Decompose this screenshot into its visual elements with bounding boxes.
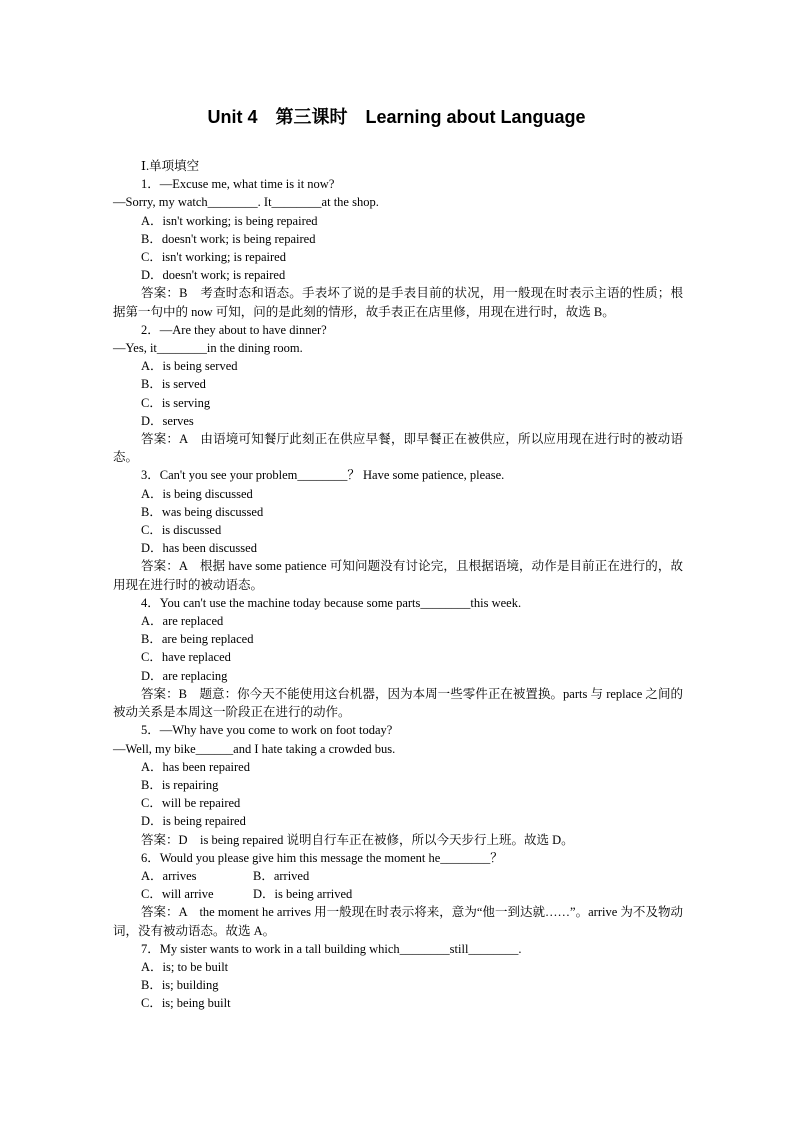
option-c: C．have replaced <box>141 650 231 665</box>
answer-explanation: 答案：B 题意：你今天不能使用这台机器，因为本周一些零件正在被置换。parts 与 replace 之间的被动关系是本周这一阶段正在进行的动作。 <box>113 686 683 720</box>
answer-explanation: 答案：A the moment he arrives 用一般现在时表示将来，意为“他一到达就……”。arrive 为不及物动词，没有被动语态。故选 A。 <box>113 905 683 938</box>
option-c: C．is serving <box>141 395 211 410</box>
option-b: B．was being discussed <box>141 504 264 519</box>
question-stem: 3．Can't you see your problem________？ Have some patience, please. <box>141 468 505 483</box>
question-1 <box>113 175 683 321</box>
option-d: D．has been discussed <box>141 541 257 556</box>
option-c: C．will be repaired <box>141 796 241 811</box>
question-stem: —Yes, it________in the dining room. <box>113 341 303 356</box>
question-3 <box>113 466 683 593</box>
option-d: D．doesn't work; is repaired <box>141 268 286 283</box>
option-row <box>113 885 683 903</box>
answer-explanation: 答案：A 根据 have some patience 可知问题没有讨论完，且根据语境，动作是目前正在进行的，故用现在进行时的被动语态。 <box>113 559 683 592</box>
option-a: A．are replaced <box>141 614 224 629</box>
question-7 <box>113 940 683 1013</box>
option-c: C．will arrive <box>141 887 214 902</box>
question-2 <box>113 321 683 467</box>
exercise-content <box>113 157 683 1013</box>
option-b: B．is served <box>141 377 206 392</box>
question-6 <box>113 849 683 940</box>
option-a: A．has been repaired <box>141 759 250 774</box>
option-c: C．is discussed <box>141 523 222 538</box>
option-a: A．is; to be built <box>141 959 229 974</box>
section-heading: Ⅰ.单项填空 <box>141 159 200 173</box>
page-title: Unit 4 第三课时 Learning about Language <box>207 107 586 127</box>
answer-explanation: 答案：A 由语境可知餐厅此刻正在供应早餐，即早餐正在被供应，所以应用现在进行时的被动语态。 <box>113 432 683 465</box>
option-c: C．is; being built <box>141 996 231 1011</box>
option-c: C．isn't working; is repaired <box>141 250 286 265</box>
question-stem: 6．Would you please give him this message the moment he________？ <box>141 850 503 865</box>
question-stem: 7．My sister wants to work in a tall building which________still________. <box>141 941 522 956</box>
option-a: A．is being served <box>141 359 238 374</box>
option-d: D．is being arrived <box>253 887 353 902</box>
option-row <box>113 867 683 885</box>
option-a: A．isn't working; is being repaired <box>141 213 318 228</box>
option-b: B．is; building <box>141 978 219 993</box>
option-b: B．are being replaced <box>141 632 254 647</box>
question-stem: 1．—Excuse me, what time is it now? <box>141 177 335 192</box>
question-4 <box>113 594 683 721</box>
option-b: B．arrived <box>253 868 310 883</box>
question-stem: 5．—Why have you come to work on foot today? <box>141 723 393 738</box>
option-b: B．is repairing <box>141 777 219 792</box>
option-d: D．is being repaired <box>141 814 246 829</box>
option-d: D．serves <box>141 413 194 428</box>
option-a: A．is being discussed <box>141 486 253 501</box>
question-stem: —Sorry, my watch________. It________at the shop. <box>113 195 379 210</box>
question-5 <box>113 721 683 848</box>
option-d: D．are replacing <box>141 668 228 683</box>
answer-explanation: 答案：D is being repaired 说明自行车正在被修，所以今天步行上班。故选 D。 <box>141 832 574 847</box>
option-a: A．arrives <box>141 868 197 883</box>
option-b: B．doesn't work; is being repaired <box>141 231 316 246</box>
question-stem: —Well, my bike______and I hate taking a crowded bus. <box>113 741 396 756</box>
answer-explanation: 答案：B 考查时态和语态。手表坏了说的是手表目前的状况，用一般现在时表示主语的性质；根据第一句中的 now 可知，问的是此刻的情形，故手表正在店里修，用现在进行时，故选 B。 <box>113 286 683 319</box>
question-stem: 4．You can't use the machine today because some parts________this week. <box>141 595 522 610</box>
question-stem: 2．—Are they about to have dinner? <box>141 322 327 337</box>
